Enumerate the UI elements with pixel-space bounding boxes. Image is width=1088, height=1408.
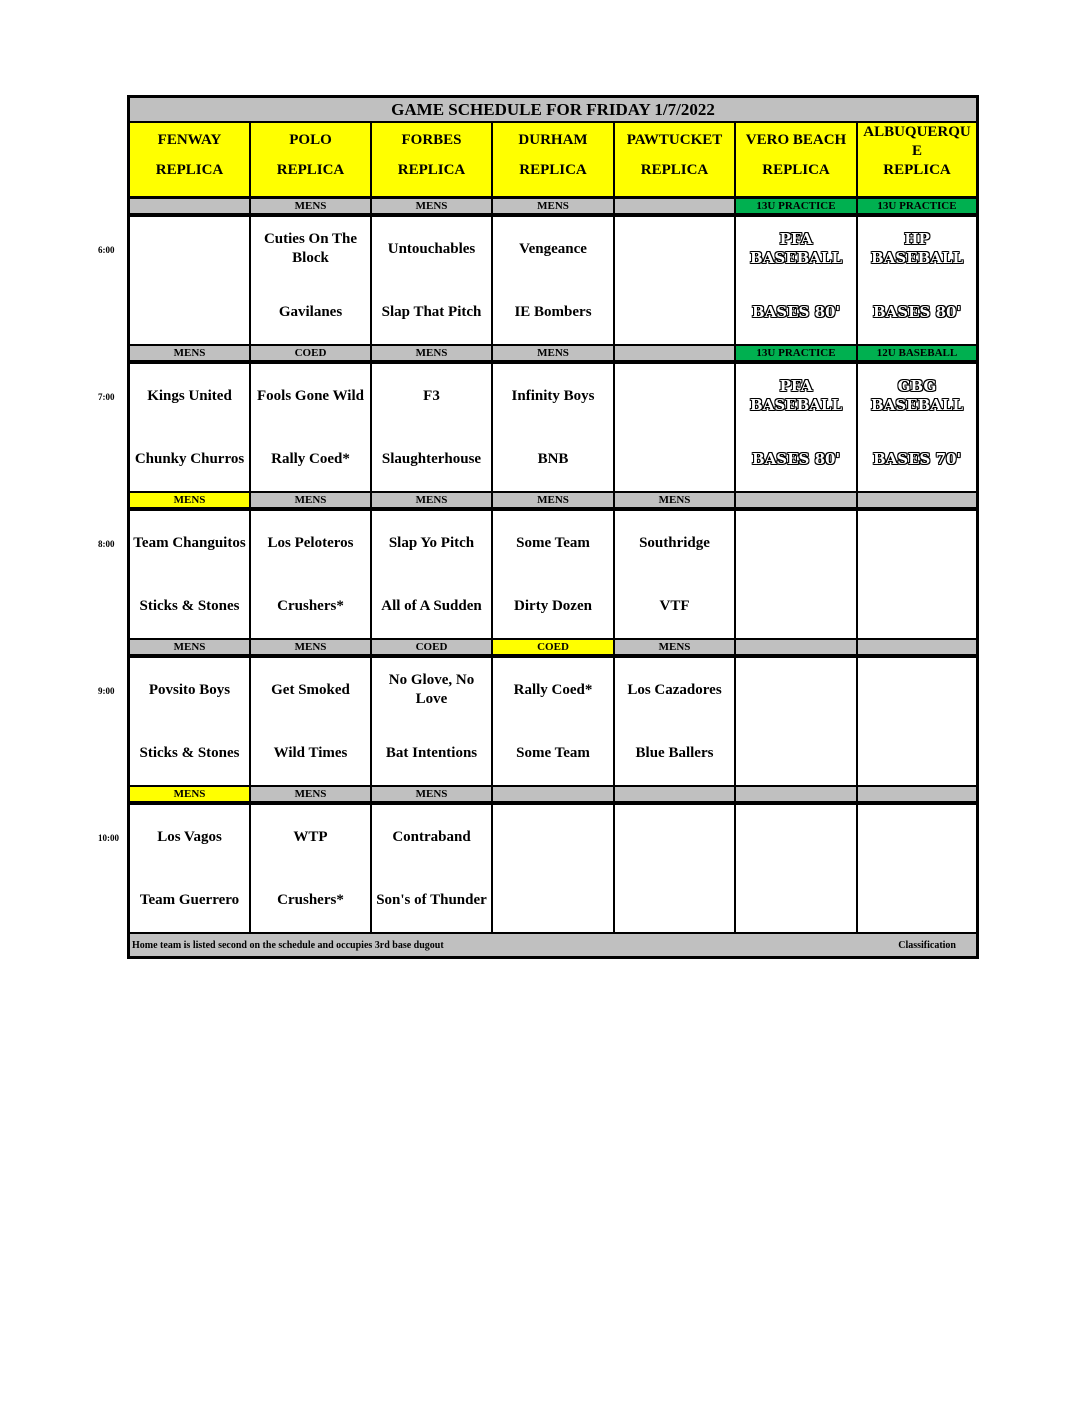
venue-header <box>615 123 734 196</box>
game-cell <box>615 511 734 638</box>
game-cell <box>615 364 734 491</box>
time-label: 6:00 <box>98 245 115 255</box>
away-team: PFA BASEBALL <box>750 230 842 267</box>
classification-cell: MENS <box>251 787 370 801</box>
game-cell <box>736 217 856 344</box>
venue-name: POLO <box>289 132 332 148</box>
away-team <box>738 658 854 722</box>
time-label: 7:00 <box>98 392 115 402</box>
schedule-table <box>127 95 979 959</box>
away-team <box>617 217 732 281</box>
game-cell <box>493 658 613 785</box>
game-cell <box>493 364 613 491</box>
venue-header <box>493 123 613 196</box>
game-cell <box>736 658 856 785</box>
away-team: Los Peloteros <box>267 534 354 551</box>
away-team <box>617 364 732 428</box>
venue-subtitle: REPLICA <box>276 162 345 178</box>
away-team: GBG BASEBALL <box>871 377 963 414</box>
classification-cell <box>736 493 856 507</box>
away-team: PFA BASEBALL <box>750 377 842 414</box>
away-team: Fools Gone Wild <box>257 387 364 404</box>
classification-cell <box>615 346 734 360</box>
away-team: Vengeance <box>519 240 587 257</box>
home-team: BASES 80' <box>872 302 962 321</box>
game-cell <box>251 364 370 491</box>
venue-header <box>372 123 491 196</box>
home-team <box>617 281 732 343</box>
venue-header <box>858 123 976 196</box>
game-cell <box>615 805 734 932</box>
classification-cell: MENS <box>493 199 613 213</box>
classification-cell: 13U PRACTICE <box>736 199 856 213</box>
venue-subtitle: REPLICA <box>397 162 466 178</box>
venue-name: FENWAY <box>157 132 222 148</box>
game-cell <box>372 511 491 638</box>
away-team <box>495 805 611 869</box>
classification-cell <box>130 199 249 213</box>
game-cell <box>251 805 370 932</box>
game-cell <box>372 364 491 491</box>
game-cell <box>251 217 370 344</box>
home-team: Team Guerrero <box>139 891 240 908</box>
venue-header <box>251 123 370 196</box>
venue-name: PAWTUCKET <box>626 132 723 148</box>
away-team <box>860 658 974 722</box>
away-team: No Glove, No Love <box>388 672 475 707</box>
home-team: Sticks & Stones <box>139 597 240 614</box>
venue-subtitle: REPLICA <box>883 162 951 178</box>
game-cell <box>858 511 976 638</box>
game-cell <box>493 511 613 638</box>
home-team: Blue Ballers <box>635 744 714 761</box>
venue-name: ALBUQUERQU E <box>863 124 971 159</box>
time-label: 10:00 <box>98 833 119 843</box>
home-team: Sticks & Stones <box>139 744 240 761</box>
classification-cell: MENS <box>372 787 491 801</box>
game-cell <box>372 658 491 785</box>
home-team: Slap That Pitch <box>381 303 482 320</box>
home-team: Rally Coed* <box>271 450 350 467</box>
away-team <box>617 805 732 869</box>
classification-cell: MENS <box>251 199 370 213</box>
footer-bar <box>130 934 976 956</box>
away-team: Contraband <box>392 828 471 845</box>
classification-cell: MENS <box>251 493 370 507</box>
away-team: HP BASEBALL <box>871 230 963 267</box>
away-team: Slap Yo Pitch <box>388 534 475 551</box>
classification-cell: MENS <box>615 640 734 654</box>
away-team <box>738 805 854 869</box>
away-team: Cuties On The Block <box>263 231 358 266</box>
home-team <box>860 869 974 931</box>
footer-legend: Classification <box>898 939 956 951</box>
away-team: Team Changuitos <box>133 534 246 551</box>
game-cell <box>372 217 491 344</box>
venue-name: FORBES <box>401 132 462 148</box>
classification-cell: 13U PRACTICE <box>736 346 856 360</box>
classification-cell: MENS <box>615 493 734 507</box>
home-team: Crushers* <box>277 891 344 908</box>
home-team: BASES 80' <box>751 302 841 321</box>
classification-cell <box>736 640 856 654</box>
classification-cell: 12U BASEBALL <box>858 346 976 360</box>
home-team: Slaughterhouse <box>381 450 482 467</box>
game-cell <box>130 658 249 785</box>
venue-subtitle: REPLICA <box>519 162 587 178</box>
game-cell <box>858 364 976 491</box>
classification-cell: COED <box>251 346 370 360</box>
venue-subtitle: REPLICA <box>762 162 830 178</box>
home-team: Wild Times <box>273 744 348 761</box>
away-team: Infinity Boys <box>511 387 595 404</box>
game-cell <box>251 658 370 785</box>
classification-cell: 13U PRACTICE <box>858 199 976 213</box>
away-team <box>132 217 247 281</box>
footer-note: Home team is listed second on the schedule and occupies 3rd base dugout <box>132 939 444 951</box>
game-cell <box>130 364 249 491</box>
venue-name: DURHAM <box>518 132 588 148</box>
classification-cell <box>858 640 976 654</box>
classification-cell: MENS <box>493 493 613 507</box>
classification-cell: MENS <box>251 640 370 654</box>
home-team <box>617 428 732 490</box>
away-team <box>738 511 854 575</box>
away-team: Povsito Boys <box>148 681 231 698</box>
classification-cell: MENS <box>130 346 249 360</box>
away-team: Los Vagos <box>157 828 222 845</box>
game-cell <box>372 805 491 932</box>
home-team: Gavilanes <box>278 303 343 320</box>
game-cell <box>615 217 734 344</box>
classification-cell <box>493 787 613 801</box>
away-team: Some Team <box>516 534 590 551</box>
home-team: Dirty Dozen <box>514 597 592 614</box>
home-team: VTF <box>659 597 690 614</box>
away-team: Rally Coed* <box>513 681 593 698</box>
away-team: Get Smoked <box>271 681 350 698</box>
venue-name: VERO BEACH <box>745 132 847 148</box>
venue-header <box>130 123 249 196</box>
home-team <box>738 869 854 931</box>
venue-subtitle: REPLICA <box>155 162 224 178</box>
home-team <box>860 575 974 637</box>
home-team <box>617 869 732 931</box>
game-cell <box>858 658 976 785</box>
classification-cell <box>615 787 734 801</box>
classification-cell <box>615 199 734 213</box>
home-team: IE Bombers <box>514 303 592 320</box>
home-team: Crushers* <box>277 597 344 614</box>
away-team: Los Cazadores <box>627 681 722 698</box>
game-cell <box>251 511 370 638</box>
venue-subtitle: REPLICA <box>640 162 709 178</box>
classification-cell: COED <box>493 640 613 654</box>
game-cell <box>130 805 249 932</box>
classification-cell: MENS <box>372 493 491 507</box>
game-cell <box>130 217 249 344</box>
home-team <box>738 722 854 784</box>
away-team: F3 <box>423 387 440 404</box>
game-cell <box>736 511 856 638</box>
classification-cell: MENS <box>493 346 613 360</box>
game-cell <box>736 364 856 491</box>
game-cell <box>736 805 856 932</box>
game-cell <box>493 805 613 932</box>
classification-cell <box>858 787 976 801</box>
classification-cell: MENS <box>372 346 491 360</box>
classification-cell: MENS <box>130 493 249 507</box>
game-cell <box>615 658 734 785</box>
home-team: Chunky Churros <box>134 450 245 467</box>
classification-cell: COED <box>372 640 491 654</box>
classification-cell: MENS <box>372 199 491 213</box>
home-team: BASES 70' <box>872 449 962 468</box>
time-label: 9:00 <box>98 686 115 696</box>
home-team: BNB <box>537 450 569 467</box>
home-team <box>132 281 247 343</box>
home-team <box>495 869 611 931</box>
away-team <box>860 511 974 575</box>
classification-cell <box>858 493 976 507</box>
home-team <box>860 722 974 784</box>
time-label: 8:00 <box>98 539 115 549</box>
home-team: Some Team <box>516 744 590 761</box>
schedule-title: GAME SCHEDULE FOR FRIDAY 1/7/2022 <box>130 98 976 121</box>
home-team: Son's of Thunder <box>376 891 487 908</box>
away-team: Untouchables <box>387 240 476 257</box>
home-team: All of A Sudden <box>381 597 482 614</box>
classification-cell <box>736 787 856 801</box>
game-cell <box>130 511 249 638</box>
home-team <box>738 575 854 637</box>
away-team: Southridge <box>639 534 710 551</box>
venue-header <box>736 123 856 196</box>
away-team <box>860 805 974 869</box>
home-team: Bat Intentions <box>385 744 478 761</box>
game-cell <box>493 217 613 344</box>
classification-cell: MENS <box>130 787 249 801</box>
home-team: BASES 80' <box>751 449 841 468</box>
away-team: WTP <box>293 828 328 845</box>
away-team: Kings United <box>147 387 232 404</box>
classification-cell: MENS <box>130 640 249 654</box>
game-cell <box>858 805 976 932</box>
game-cell <box>858 217 976 344</box>
